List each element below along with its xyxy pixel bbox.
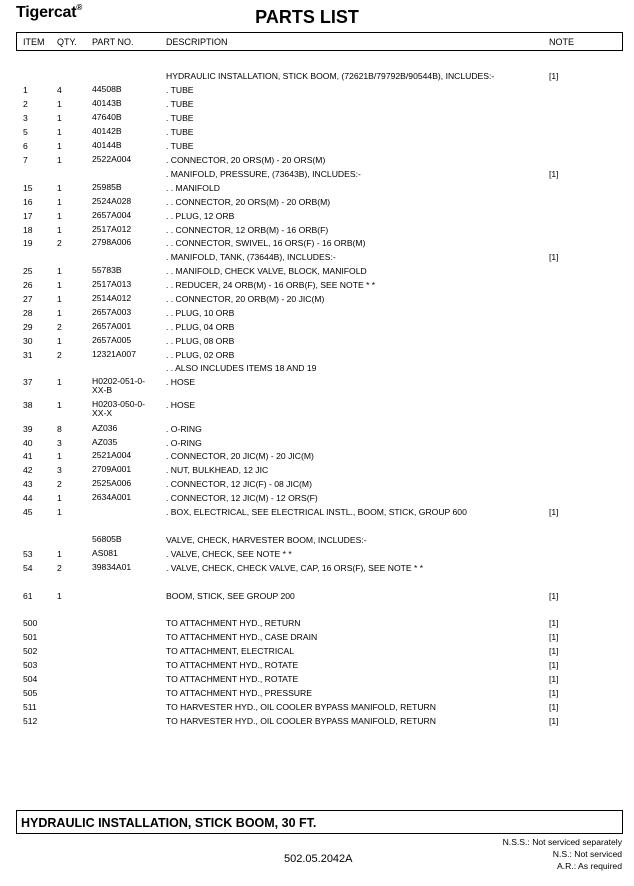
quantity: 1 — [57, 127, 62, 137]
description: . . PLUG, 02 ORB — [166, 350, 235, 360]
part-number: H0203-050-0- XX-X — [92, 399, 146, 418]
part-number: 2525A006 — [92, 478, 132, 488]
description: . TUBE — [166, 127, 194, 137]
quantity: 4 — [57, 85, 62, 95]
description: . CONNECTOR, 20 ORS(M) - 20 ORS(M) — [166, 155, 326, 165]
description: . TUBE — [166, 113, 194, 123]
description: . . PLUG, 04 ORB — [166, 322, 235, 332]
item-number: 503 — [23, 660, 38, 670]
description: . VALVE, CHECK, CHECK VALVE, CAP, 16 ORS(F), SEE NOTE * * — [166, 563, 424, 573]
item-number: 61 — [23, 591, 33, 601]
item-number: 43 — [23, 479, 33, 489]
item-number: 3 — [23, 113, 28, 123]
description: . NUT, BULKHEAD, 12 JIC — [166, 465, 269, 475]
part-number: AZ036 — [92, 423, 118, 433]
description: . . CONNECTOR, 20 ORS(M) - 20 ORB(M) — [166, 197, 331, 207]
part-number: 44508B — [92, 84, 122, 94]
quantity: 1 — [57, 99, 62, 109]
description: TO ATTACHMENT, ELECTRICAL — [166, 646, 294, 656]
quantity: 2 — [57, 322, 62, 332]
description: . . ALSO INCLUDES ITEMS 18 AND 19 — [166, 363, 317, 373]
header-description: DESCRIPTION — [166, 37, 228, 47]
quantity: 1 — [57, 113, 62, 123]
description: . O-RING — [166, 438, 202, 448]
part-number: 2521A004 — [92, 450, 132, 460]
item-number: 31 — [23, 350, 33, 360]
item-number: 505 — [23, 688, 38, 698]
item-number: 7 — [23, 155, 28, 165]
description: . HOSE — [166, 377, 196, 387]
item-number: 17 — [23, 211, 33, 221]
section-title: HYDRAULIC INSTALLATION, STICK BOOM, 30 FT. — [21, 816, 317, 830]
part-number: 25985B — [92, 182, 122, 192]
description: . VALVE, CHECK, SEE NOTE * * — [166, 549, 292, 559]
quantity: 1 — [57, 155, 62, 165]
description: . . REDUCER, 24 ORB(M) - 16 ORB(F), SEE NOTE * * — [166, 280, 376, 290]
header-part-no: PART NO. — [92, 37, 134, 47]
item-number: 40 — [23, 438, 33, 448]
quantity: 1 — [57, 141, 62, 151]
item-number: 54 — [23, 563, 33, 573]
description: TO ATTACHMENT HYD., PRESSURE — [166, 688, 312, 698]
quantity: 1 — [57, 493, 62, 503]
description: . MANIFOLD, TANK, (73644B), INCLUDES:- — [166, 252, 336, 262]
note: [1] — [549, 660, 559, 670]
part-number: 12321A007 — [92, 349, 136, 359]
description: . CONNECTOR, 20 JIC(M) - 20 JIC(M) — [166, 451, 314, 461]
note: [1] — [549, 646, 559, 656]
description: VALVE, CHECK, HARVESTER BOOM, INCLUDES:- — [166, 535, 367, 545]
quantity: 1 — [57, 377, 62, 387]
part-number: 40144B — [92, 140, 122, 150]
description: . . PLUG, 12 ORB — [166, 211, 235, 221]
description: . . PLUG, 08 ORB — [166, 336, 235, 346]
part-number: 2657A004 — [92, 210, 132, 220]
part-number: 2657A001 — [92, 321, 132, 331]
item-number: 53 — [23, 549, 33, 559]
description: . TUBE — [166, 141, 194, 151]
description: . TUBE — [166, 85, 194, 95]
part-number: 56805B — [92, 534, 122, 544]
quantity: 3 — [57, 465, 62, 475]
item-number: 30 — [23, 336, 33, 346]
item-number: 18 — [23, 225, 33, 235]
note: [1] — [549, 169, 559, 179]
quantity: 2 — [57, 563, 62, 573]
part-number: 47640B — [92, 112, 122, 122]
description: . . CONNECTOR, 12 ORB(M) - 16 ORB(F) — [166, 225, 329, 235]
item-number: 1 — [23, 85, 28, 95]
legend-nss: N.S.S.: Not serviced separately — [502, 837, 622, 847]
quantity: 1 — [57, 197, 62, 207]
note: [1] — [549, 618, 559, 628]
item-number: 27 — [23, 294, 33, 304]
description: . . PLUG, 10 ORB — [166, 308, 235, 318]
note: [1] — [549, 674, 559, 684]
item-number: 26 — [23, 280, 33, 290]
part-number: 2657A005 — [92, 335, 132, 345]
description: . . CONNECTOR, 20 ORB(M) - 20 JIC(M) — [166, 294, 325, 304]
description: . BOX, ELECTRICAL, SEE ELECTRICAL INSTL., BOOM, STICK, GROUP 600 — [166, 507, 467, 517]
part-number: 2709A001 — [92, 464, 132, 474]
description: . . MANIFOLD, CHECK VALVE, BLOCK, MANIFOLD — [166, 266, 367, 276]
part-number: H0202-051-0- XX-B — [92, 376, 146, 395]
note: [1] — [549, 591, 559, 601]
quantity: 2 — [57, 350, 62, 360]
item-number: 16 — [23, 197, 33, 207]
tigercat-logo: Tigercat® — [16, 3, 83, 21]
legend-ar: A.R.: As required — [557, 861, 622, 871]
description: . HOSE — [166, 400, 196, 410]
header-qty: QTY. — [57, 37, 77, 47]
part-number: 2517A013 — [92, 279, 132, 289]
part-number: AZ035 — [92, 437, 118, 447]
quantity: 1 — [57, 451, 62, 461]
quantity: 1 — [57, 183, 62, 193]
section-title-box — [16, 810, 623, 834]
quantity: 1 — [57, 294, 62, 304]
page-title: PARTS LIST — [255, 7, 359, 27]
description: BOOM, STICK, SEE GROUP 200 — [166, 591, 295, 601]
item-number: 29 — [23, 322, 33, 332]
note: [1] — [549, 252, 559, 262]
part-number: 55783B — [92, 265, 122, 275]
part-number: 39834A01 — [92, 562, 132, 572]
item-number: 502 — [23, 646, 38, 656]
part-number: 2657A003 — [92, 307, 132, 317]
quantity: 2 — [57, 479, 62, 489]
quantity: 3 — [57, 438, 62, 448]
part-number: 2522A004 — [92, 154, 132, 164]
part-number: 40143B — [92, 98, 122, 108]
description: . CONNECTOR, 12 JIC(F) - 08 JIC(M) — [166, 479, 312, 489]
legend-ns: N.S.: Not serviced — [552, 849, 622, 859]
item-number: 28 — [23, 308, 33, 318]
note: [1] — [549, 507, 559, 517]
part-number: 40142B — [92, 126, 122, 136]
quantity: 1 — [57, 549, 62, 559]
item-number: 512 — [23, 716, 38, 726]
quantity: 8 — [57, 424, 62, 434]
header-item: ITEM — [23, 37, 45, 47]
description: HYDRAULIC INSTALLATION, STICK BOOM, (72621B/79792B/90544B), INCLUDES:- — [166, 71, 495, 81]
part-number: 2524A028 — [92, 196, 132, 206]
description: . . MANIFOLD — [166, 183, 220, 193]
item-number: 41 — [23, 451, 33, 461]
quantity: 1 — [57, 591, 62, 601]
description: TO ATTACHMENT HYD., ROTATE — [166, 674, 299, 684]
item-number: 39 — [23, 424, 33, 434]
part-number: 2514A012 — [92, 293, 132, 303]
quantity: 1 — [57, 336, 62, 346]
item-number: 504 — [23, 674, 38, 684]
part-number: 2517A012 — [92, 224, 132, 234]
item-number: 501 — [23, 632, 38, 642]
quantity: 2 — [57, 238, 62, 248]
note: [1] — [549, 716, 559, 726]
quantity: 1 — [57, 507, 62, 517]
quantity: 1 — [57, 225, 62, 235]
item-number: 44 — [23, 493, 33, 503]
quantity: 1 — [57, 266, 62, 276]
document-number: 502.05.2042A — [284, 853, 353, 865]
description: . TUBE — [166, 99, 194, 109]
quantity: 1 — [57, 308, 62, 318]
description: . O-RING — [166, 424, 202, 434]
part-number: 2798A006 — [92, 237, 132, 247]
description: TO HARVESTER HYD., OIL COOLER BYPASS MANIFOLD, RETURN — [166, 716, 436, 726]
description: TO ATTACHMENT HYD., ROTATE — [166, 660, 299, 670]
note: [1] — [549, 688, 559, 698]
part-number: AS081 — [92, 548, 118, 558]
description: . . CONNECTOR, SWIVEL, 16 ORS(F) - 16 ORB(M) — [166, 238, 366, 248]
description: . MANIFOLD, PRESSURE, (73643B), INCLUDES:- — [166, 169, 361, 179]
description: . CONNECTOR, 12 JIC(M) - 12 ORS(F) — [166, 493, 318, 503]
item-number: 38 — [23, 400, 33, 410]
part-number: 2634A001 — [92, 492, 132, 502]
item-number: 6 — [23, 141, 28, 151]
note: [1] — [549, 632, 559, 642]
item-number: 2 — [23, 99, 28, 109]
description: TO ATTACHMENT HYD., RETURN — [166, 618, 301, 628]
item-number: 25 — [23, 266, 33, 276]
item-number: 37 — [23, 377, 33, 387]
header-note: NOTE — [549, 37, 575, 47]
item-number: 500 — [23, 618, 38, 628]
item-number: 5 — [23, 127, 28, 137]
quantity: 1 — [57, 211, 62, 221]
item-number: 45 — [23, 507, 33, 517]
quantity: 1 — [57, 400, 62, 410]
item-number: 511 — [23, 702, 37, 712]
note: [1] — [549, 71, 559, 81]
description: TO HARVESTER HYD., OIL COOLER BYPASS MANIFOLD, RETURN — [166, 702, 436, 712]
quantity: 1 — [57, 280, 62, 290]
description: TO ATTACHMENT HYD., CASE DRAIN — [166, 632, 318, 642]
item-number: 15 — [23, 183, 33, 193]
note: [1] — [549, 702, 559, 712]
item-number: 19 — [23, 238, 33, 248]
item-number: 42 — [23, 465, 33, 475]
